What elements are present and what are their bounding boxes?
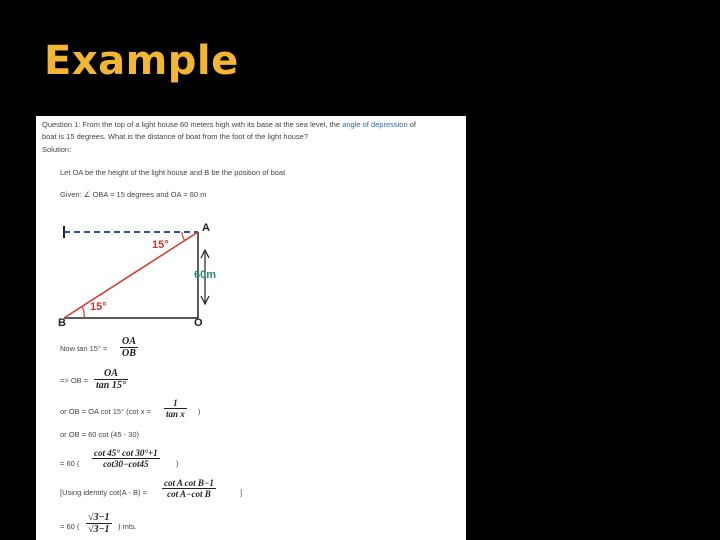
angle-bottom-label: 15° [90,301,107,313]
step-5-text: = 60 ( [60,459,80,468]
step-7-denominator: √3−1 [88,524,110,535]
step-3-denominator: tan x [166,409,185,419]
step-7-close: ) mts. [118,522,137,531]
step-5-close: ) [176,459,179,468]
question-text-end: of [409,120,417,129]
line-of-sight [64,232,198,318]
step-2-text: => OB = [60,376,89,385]
step-5-numerator: cot 45° cot 30°+1 [94,448,158,458]
step-7-fraction [86,512,112,535]
question-text: Question 1: From the top of a light house 60 meters high with its base at the sea level, the [42,120,341,129]
lighthouse-diagram [58,220,222,328]
step-2-denominator: tan 15° [96,380,126,391]
angle-top-label: 15° [152,239,169,251]
step-1-denominator: OB [122,348,136,359]
step-6-text: [Using identity cot(A - B) = [60,488,147,497]
slide-title: Example [44,38,239,84]
label-b: B [58,317,66,328]
label-o: O [194,317,203,328]
step-7-numerator: √3−1 [88,512,110,523]
step-7-text: = 60 ( [60,522,80,531]
step-5-denominator: cot30−cot45 [92,458,160,469]
step-3-fraction [164,398,187,419]
step-3-close: ) [198,407,201,416]
step-6-close: ] [240,488,243,497]
step-6-numerator: cot A cot B−1 [164,478,214,488]
step-1-numerator: OA [122,336,136,347]
angle-of-depression-link[interactable]: angle of depression [342,120,408,129]
step-3-text: or OB = OA cot 15° (cot x = [60,407,151,416]
let-statement: Let OA be the height of the light house and B be the position of boat [60,168,286,177]
solution-panel [36,116,466,540]
angle-arc-top [182,232,185,241]
angle-arc-bottom [82,306,84,318]
step-1-fraction [120,336,138,359]
step-6-fraction [162,478,216,499]
label-a: A [202,222,210,234]
step-2-numerator: OA [103,368,118,379]
step-2-fraction [94,368,128,391]
step-3-numerator: 1 [173,398,178,408]
question-line-2: boat is 15 degrees. What is the distance of boat from the foot of the light house? [42,132,308,141]
height-label: 60m [194,269,217,281]
question-line-1 [42,120,416,129]
step-6-denominator: cot A−cot B [162,488,216,499]
solution-label: Solution: [42,145,72,154]
given-statement: Given: ∠ OBA = 15 degrees and OA = 60 m [60,190,207,199]
step-1-text: Now tan 15° = [60,344,108,353]
step-4-text: or OB = 60 cot (45 - 30) [60,430,139,439]
step-5-fraction [92,448,160,469]
